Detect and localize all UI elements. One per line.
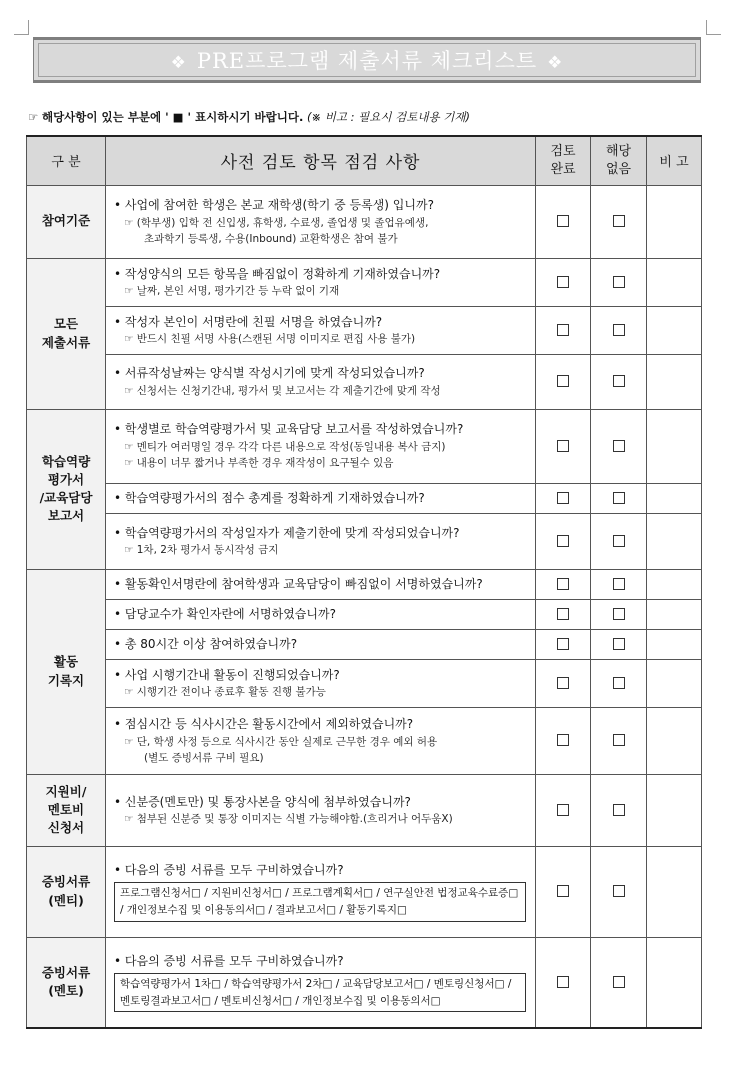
note-cell[interactable] [647,569,702,599]
pointing-hand-icon: ☞ [28,110,39,124]
reviewed-checkbox[interactable] [557,276,569,288]
check-question: • 학습역량평가서의 점수 총계를 정확하게 기재하였습니까? [114,490,425,505]
check-question: • 총 80시간 이상 참여하였습니까? [114,636,298,651]
check-question: • 작성자 본인이 서명란에 친필 서명을 하였습니까? [114,314,383,329]
header-not-applicable: 해당 없음 [591,136,647,185]
title-banner [33,37,701,83]
reviewed-checkbox-cell [536,599,591,629]
check-item-cell [106,185,536,258]
reviewed-checkbox-cell [536,306,591,354]
reviewed-checkbox[interactable] [557,324,569,336]
not-applicable-checkbox[interactable] [613,677,625,689]
check-note: 초과학기 등록생, 수용(Inbound) 교환학생은 참여 불가 [144,232,398,245]
page-title [161,45,574,75]
check-item-cell [106,629,536,659]
check-question: • 작성양식의 모든 항목을 빠짐없이 정확하게 기재하였습니까? [114,266,441,281]
required-documents-box: 프로그램신청서□ / 지원비신청서□ / 프로그램계획서□ / 연구실안전 법정교육수료증□ / 개인정보수집 및 이용동의서□ / 결과보고서□ / 활동기록지□ [114,882,526,922]
check-question: • 담당교수가 확인자란에 서명하였습니까? [114,606,336,621]
check-note: ☞ 반드시 친필 서명 사용(스캔된 서명 이미지로 편집 사용 불가) [124,333,416,346]
not-applicable-checkbox-cell [591,354,647,409]
not-applicable-checkbox-cell [591,569,647,599]
diamond-icon: ❖ [170,53,187,73]
check-note: ☞ 날짜, 본인 서명, 평가기간 등 누락 없이 기재 [124,285,340,298]
not-applicable-checkbox[interactable] [613,492,625,504]
not-applicable-checkbox-cell [591,185,647,258]
category-cell: 지원비/ 멘토비 신청서 [27,774,106,846]
table-row [27,937,702,1028]
check-question: • 사업 시행기간내 활동이 진행되었습니까? [114,667,340,682]
reviewed-checkbox-cell [536,846,591,937]
check-question: • 학생별로 학습역량평가서 및 교육담당 보고서를 작성하였습니까? [114,422,464,437]
reviewed-checkbox[interactable] [557,608,569,620]
not-applicable-checkbox-cell [591,258,647,306]
reviewed-checkbox[interactable] [557,734,569,746]
reviewed-checkbox[interactable] [557,885,569,897]
table-header-row [27,136,702,185]
check-item-cell [106,707,536,774]
check-note: ☞ 단, 학생 사정 등으로 식사시간 동안 실제로 근무한 경우 예외 허용 [124,735,438,748]
check-note: ☞ (학부생) 입학 전 신입생, 휴학생, 수료생, 졸업생 및 졸업유예생, [124,216,429,229]
reviewed-checkbox[interactable] [557,215,569,227]
reviewed-checkbox-cell [536,707,591,774]
check-question: • 학습역량평가서의 작성일자가 제출기한에 맞게 작성되었습니까? [114,525,460,540]
reviewed-checkbox[interactable] [557,677,569,689]
not-applicable-checkbox-cell [591,707,647,774]
reviewed-checkbox[interactable] [557,535,569,547]
instruction-remark: (※ 비고 : 필요시 검토내용 기재) [307,110,470,124]
check-question: • 사업에 참여한 학생은 본교 재학생(학기 중 등록생) 입니까? [114,197,434,212]
not-applicable-checkbox[interactable] [613,440,625,452]
reviewed-checkbox[interactable] [557,578,569,590]
check-item-cell [106,409,536,483]
category-cell: 활동 기록지 [27,569,106,774]
note-cell[interactable] [647,185,702,258]
page-corner-mark [14,20,29,35]
check-note: (별도 증빙서류 구비 필요) [144,751,264,764]
reviewed-checkbox-cell [536,483,591,513]
note-cell[interactable] [647,846,702,937]
not-applicable-checkbox[interactable] [613,638,625,650]
category-cell: 참여기준 [27,185,106,258]
not-applicable-checkbox-cell [591,846,647,937]
page-title-text: PRE프로그램 제출서류 체크리스트 [196,49,538,73]
note-cell[interactable] [647,513,702,569]
table-row [27,569,702,599]
reviewed-checkbox[interactable] [557,804,569,816]
table-row [27,513,702,569]
reviewed-checkbox[interactable] [557,638,569,650]
note-cell[interactable] [647,599,702,629]
check-item-cell [106,599,536,629]
check-note: ☞ 멘티가 여러명일 경우 각각 다른 내용으로 작성(동일내용 복사 금지) [124,441,446,454]
reviewed-checkbox-cell [536,774,591,846]
table-row [27,599,702,629]
not-applicable-checkbox-cell [591,937,647,1028]
not-applicable-checkbox[interactable] [613,885,625,897]
check-item-cell [106,937,536,1028]
table-row [27,409,702,483]
reviewed-checkbox-cell [536,258,591,306]
check-question: • 활동확인서명란에 참여학생과 교육담당이 빠짐없이 서명하였습니까? [114,576,483,591]
table-row [27,774,702,846]
table-row [27,185,702,258]
reviewed-checkbox-cell [536,513,591,569]
not-applicable-checkbox[interactable] [613,375,625,387]
category-cell: 증빙서류 (멘티) [27,846,106,937]
not-applicable-checkbox-cell [591,659,647,707]
check-item-cell [106,306,536,354]
check-item-cell [106,774,536,846]
check-note: ☞ 내용이 너무 짧거나 부족한 경우 재작성이 요구될수 있음 [124,457,394,470]
note-cell[interactable] [647,409,702,483]
check-question: • 다음의 증빙 서류를 모두 구비하였습니까? [114,954,344,969]
reviewed-checkbox[interactable] [557,440,569,452]
page-corner-mark [706,20,721,35]
header-item: 사전 검토 항목 점검 사항 [106,136,536,185]
not-applicable-checkbox-cell [591,409,647,483]
note-cell[interactable] [647,659,702,707]
reviewed-checkbox[interactable] [557,375,569,387]
reviewed-checkbox-cell [536,185,591,258]
not-applicable-checkbox-cell [591,629,647,659]
not-applicable-checkbox[interactable] [613,276,625,288]
table-row [27,354,702,409]
not-applicable-checkbox[interactable] [613,608,625,620]
category-cell: 학습역량 평가서 /교육담당 보고서 [27,409,106,569]
check-note: ☞ 시행기간 전이나 종료후 활동 진행 불가능 [124,686,326,699]
check-item-cell [106,258,536,306]
reviewed-checkbox[interactable] [557,976,569,988]
table-row [27,258,702,306]
not-applicable-checkbox[interactable] [613,215,625,227]
reviewed-checkbox-cell [536,937,591,1028]
not-applicable-checkbox[interactable] [613,976,625,988]
header-note: 비 고 [647,136,702,185]
header-category: 구 분 [27,136,106,185]
not-applicable-checkbox-cell [591,306,647,354]
note-cell[interactable] [647,306,702,354]
check-question: • 점심시간 등 식사시간은 활동시간에서 제외하였습니까? [114,716,414,731]
instruction-line [28,109,470,125]
header-reviewed: 검토 완료 [536,136,591,185]
checklist-table [26,135,702,1029]
check-item-cell [106,354,536,409]
note-cell[interactable] [647,937,702,1028]
check-question: • 신분증(멘토만) 및 통장사본을 양식에 첨부하였습니까? [114,794,411,809]
required-documents-box: 학습역량평가서 1차□ / 학습역량평가서 2차□ / 교육담당보고서□ / 멘토링신청서□ / 멘토링결과보고서□ / 멘토비신청서□ / 개인정보수집 및 이용동의서□ [114,973,526,1013]
table-row [27,846,702,937]
not-applicable-checkbox-cell [591,483,647,513]
check-note: ☞ 첨부된 신분증 및 통장 이미지는 식별 가능해야함.(흐리거나 어두움X) [124,813,453,826]
reviewed-checkbox[interactable] [557,492,569,504]
reviewed-checkbox-cell [536,659,591,707]
note-cell[interactable] [647,774,702,846]
not-applicable-checkbox[interactable] [613,324,625,336]
not-applicable-checkbox-cell [591,774,647,846]
note-cell[interactable] [647,258,702,306]
check-question: • 다음의 증빙 서류를 모두 구비하였습니까? [114,863,344,878]
check-item-cell [106,483,536,513]
instruction-text: 해당사항이 있는 부분에 ' ■ ' 표시하시기 바랍니다. [41,110,304,124]
reviewed-checkbox-cell [536,569,591,599]
not-applicable-checkbox[interactable] [613,578,625,590]
note-cell[interactable] [647,483,702,513]
note-cell[interactable] [647,354,702,409]
not-applicable-checkbox[interactable] [613,734,625,746]
check-item-cell [106,513,536,569]
check-note: ☞ 1차, 2차 평가서 동시작성 금지 [124,544,279,557]
reviewed-checkbox-cell [536,629,591,659]
table-row [27,659,702,707]
category-cell: 증빙서류 (멘토) [27,937,106,1028]
note-cell[interactable] [647,707,702,774]
check-question: • 서류작성날짜는 양식별 작성시기에 맞게 작성되었습니까? [114,366,425,381]
check-item-cell [106,569,536,599]
check-note: ☞ 신청서는 신청기간내, 평가서 및 보고서는 각 제출기간에 맞게 작성 [124,384,441,397]
not-applicable-checkbox-cell [591,599,647,629]
not-applicable-checkbox-cell [591,513,647,569]
check-item-cell [106,659,536,707]
not-applicable-checkbox[interactable] [613,535,625,547]
diamond-icon: ❖ [547,53,564,73]
not-applicable-checkbox[interactable] [613,804,625,816]
check-item-cell [106,846,536,937]
table-row [27,629,702,659]
reviewed-checkbox-cell [536,354,591,409]
table-row [27,483,702,513]
note-cell[interactable] [647,629,702,659]
reviewed-checkbox-cell [536,409,591,483]
category-cell: 모든 제출서류 [27,258,106,409]
table-row [27,707,702,774]
table-row [27,306,702,354]
